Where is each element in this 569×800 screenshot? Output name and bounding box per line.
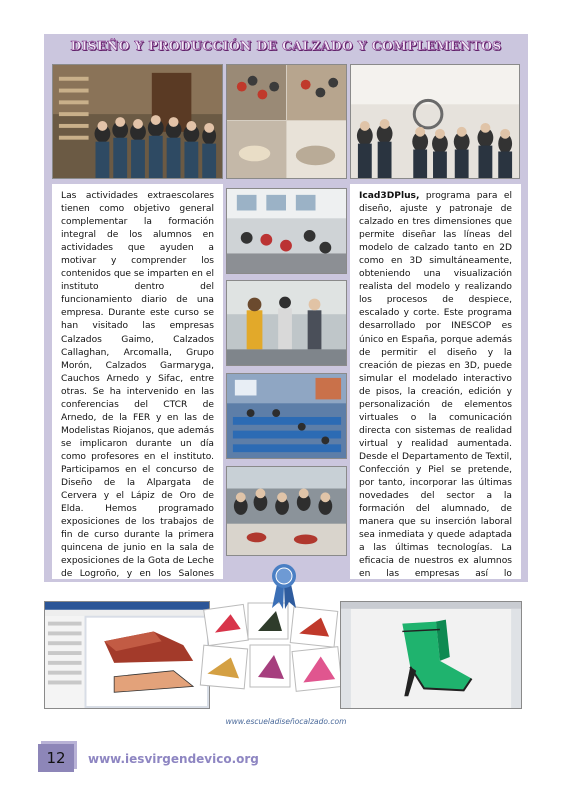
photo-lecture — [226, 280, 347, 366]
right-article-body: programa para el diseño, ajuste y patronaje de calzado en tres dimensiones que permite diseñar las líneas del modelo de calzado tanto en 2D como en 3D simultáneamente, obteniendo una visualización realista del modelo y realizando los procesos de despiece, escalado y corte. Este programa desarrollado por INESCOP es único en España, porque además de permitir el diseño y la creación de piezas en 3D, puede simular el modelado interactivo de pisos, la creación, edición y personalización de elementos virtuales o la comunicación directa con sistemas de realidad virtual y realidad aumentada. Desde el Departamento de Textil, Confección y Piel se pretende, por tanto, incorporar las últimas novedades del sector a la formación del alumnado, de manera que su inserción laboral sea inmediata y quede adaptada a las últimas tecnologías. La eficacia de nuestros ex alumnos en las empresas así lo — [359, 191, 512, 580]
left-article-text: Las actividades extraescolares tienen como objetivo general complementar la formación integral de los alumnos en actividades que ayuden a motivar y comprender los contenidos que se imparten en el instituto dentro del funcionamiento diario de una empresa. Durante este curso se han visitado las empresas Calzados Gaimo, Calzados Callaghan, Arcomalla, Grupo Morón, Calzados Garmaryga, Cauchos Arnedo y Sifac, entre otras. Se ha intervenido en las conferencias del CTCR de Arnedo, de la FER y en las de Modelistas Riojanos, que además se implicaron durante un día como profesores en el instituto. Participamos en el concurso de Diseño de la Alpargata de Cervera y el Lápiz de Oro de Elda. Hemos programado exposiciones de los trabajos de fin de curso durante la primera quincena de junio en la sala de exposiciones de la Gota de Leche de Logroño, y en los Salones — [61, 191, 214, 580]
photo-students-workshop — [226, 466, 347, 556]
software-website-link[interactable]: www.escueladiseñocalzado.com — [225, 717, 347, 726]
right-article-text — [359, 190, 512, 594]
page-number-badge: 12 — [38, 744, 74, 772]
collage-shoe-designs — [196, 601, 348, 693]
photo-group-factory — [350, 64, 520, 179]
left-text-column — [52, 184, 223, 579]
screenshot-cad-2d — [44, 601, 210, 709]
school-website-link[interactable]: www.iesvirgendevico.org — [88, 752, 259, 766]
right-text-column — [350, 184, 521, 579]
award-ribbon-icon — [268, 562, 300, 610]
screenshot-cad-3d — [340, 601, 522, 709]
photo-workshop-collage — [226, 64, 347, 179]
page-title: DISEÑO Y PRODUCCIÓN DE CALZADO Y COMPLEMENTOS — [70, 38, 502, 53]
photo-group-shoe-store — [52, 64, 223, 179]
photo-classroom — [226, 188, 347, 274]
photo-conference-hall — [226, 373, 347, 459]
software-name: Icad3DPlus, — [359, 191, 420, 201]
